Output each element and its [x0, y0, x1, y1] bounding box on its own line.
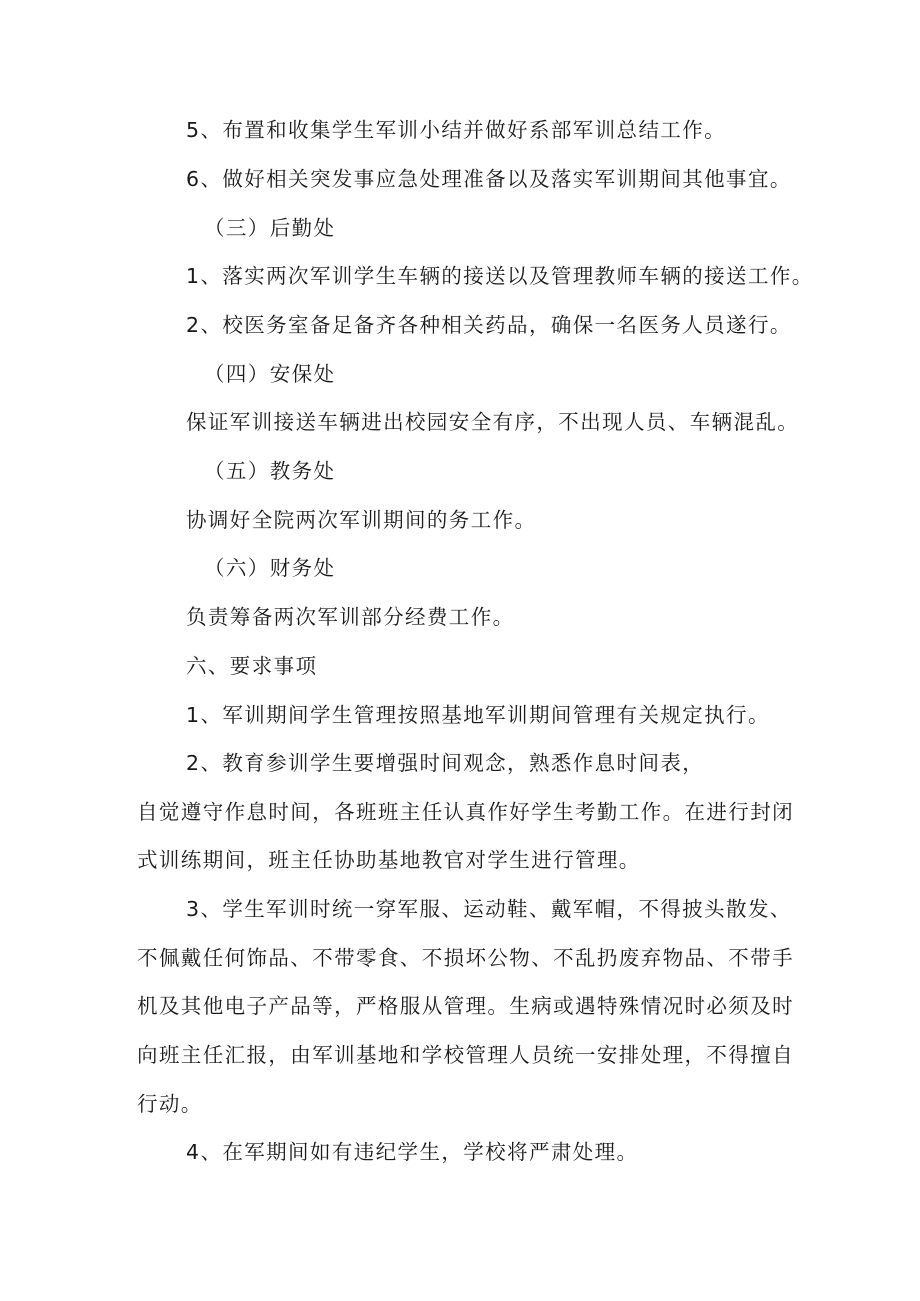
requirement-3-line-1: 3、学生军训时统一穿军服、运动鞋、戴军帽，不得披头散发、: [186, 897, 792, 921]
requirement-3-line-4: 向班主任汇报，由军训基地和学校管理人员统一安排处理，不得擅自: [137, 1043, 794, 1067]
requirement-3-line-5: 行动。: [137, 1092, 203, 1116]
section-heading-finance: （六）财务处: [204, 556, 336, 580]
academic-text: 协调好全院两次军训期间的务工作。: [186, 508, 537, 532]
requirement-2-line-2: 自觉遵守作息时间，各班班主任认真作好学生考勤工作。在进行封闭: [137, 800, 794, 824]
logistics-item-2: 2、校医务室备足备齐各种相关药品，确保一名医务人员遂行。: [186, 313, 792, 337]
requirement-2-line-3: 式训练期间，班主任协助基地教官对学生进行管理。: [137, 848, 641, 872]
section-heading-logistics: （三）后勤处: [204, 216, 336, 240]
item-6-line: 6、做好相关突发事应急处理准备以及落实军训期间其他事宜。: [186, 167, 792, 191]
section-heading-academic: （五）教务处: [204, 459, 336, 483]
finance-text: 负责筹备两次军训部分经费工作。: [186, 605, 515, 629]
section-heading-security: （四）安保处: [204, 362, 336, 386]
requirement-3-line-3: 机及其他电子产品等，严格服从管理。生病或遇特殊情况时必须及时: [137, 994, 794, 1018]
requirement-1: 1、军训期间学生管理按照基地军训期间管理有关规定执行。: [186, 703, 770, 727]
security-text: 保证军训接送车辆进出校园安全有序，不出现人员、车辆混乱。: [186, 410, 800, 434]
section-heading-requirements: 六、要求事项: [186, 654, 318, 678]
requirement-2-line-1: 2、教育参训学生要增强时间观念，熟悉作息时间表，: [186, 751, 705, 775]
item-5-line: 5、布置和收集学生军训小结并做好系部军训总结工作。: [186, 118, 727, 142]
logistics-item-1: 1、落实两次军训学生车辆的接送以及管理教师车辆的接送工作。: [186, 264, 814, 288]
requirement-3-line-2: 不佩戴任何饰品、不带零食、不损坏公物、不乱扔废弃物品、不带手: [137, 946, 794, 970]
requirement-4: 4、在军期间如有违纪学生，学校将严肃处理。: [186, 1140, 639, 1164]
